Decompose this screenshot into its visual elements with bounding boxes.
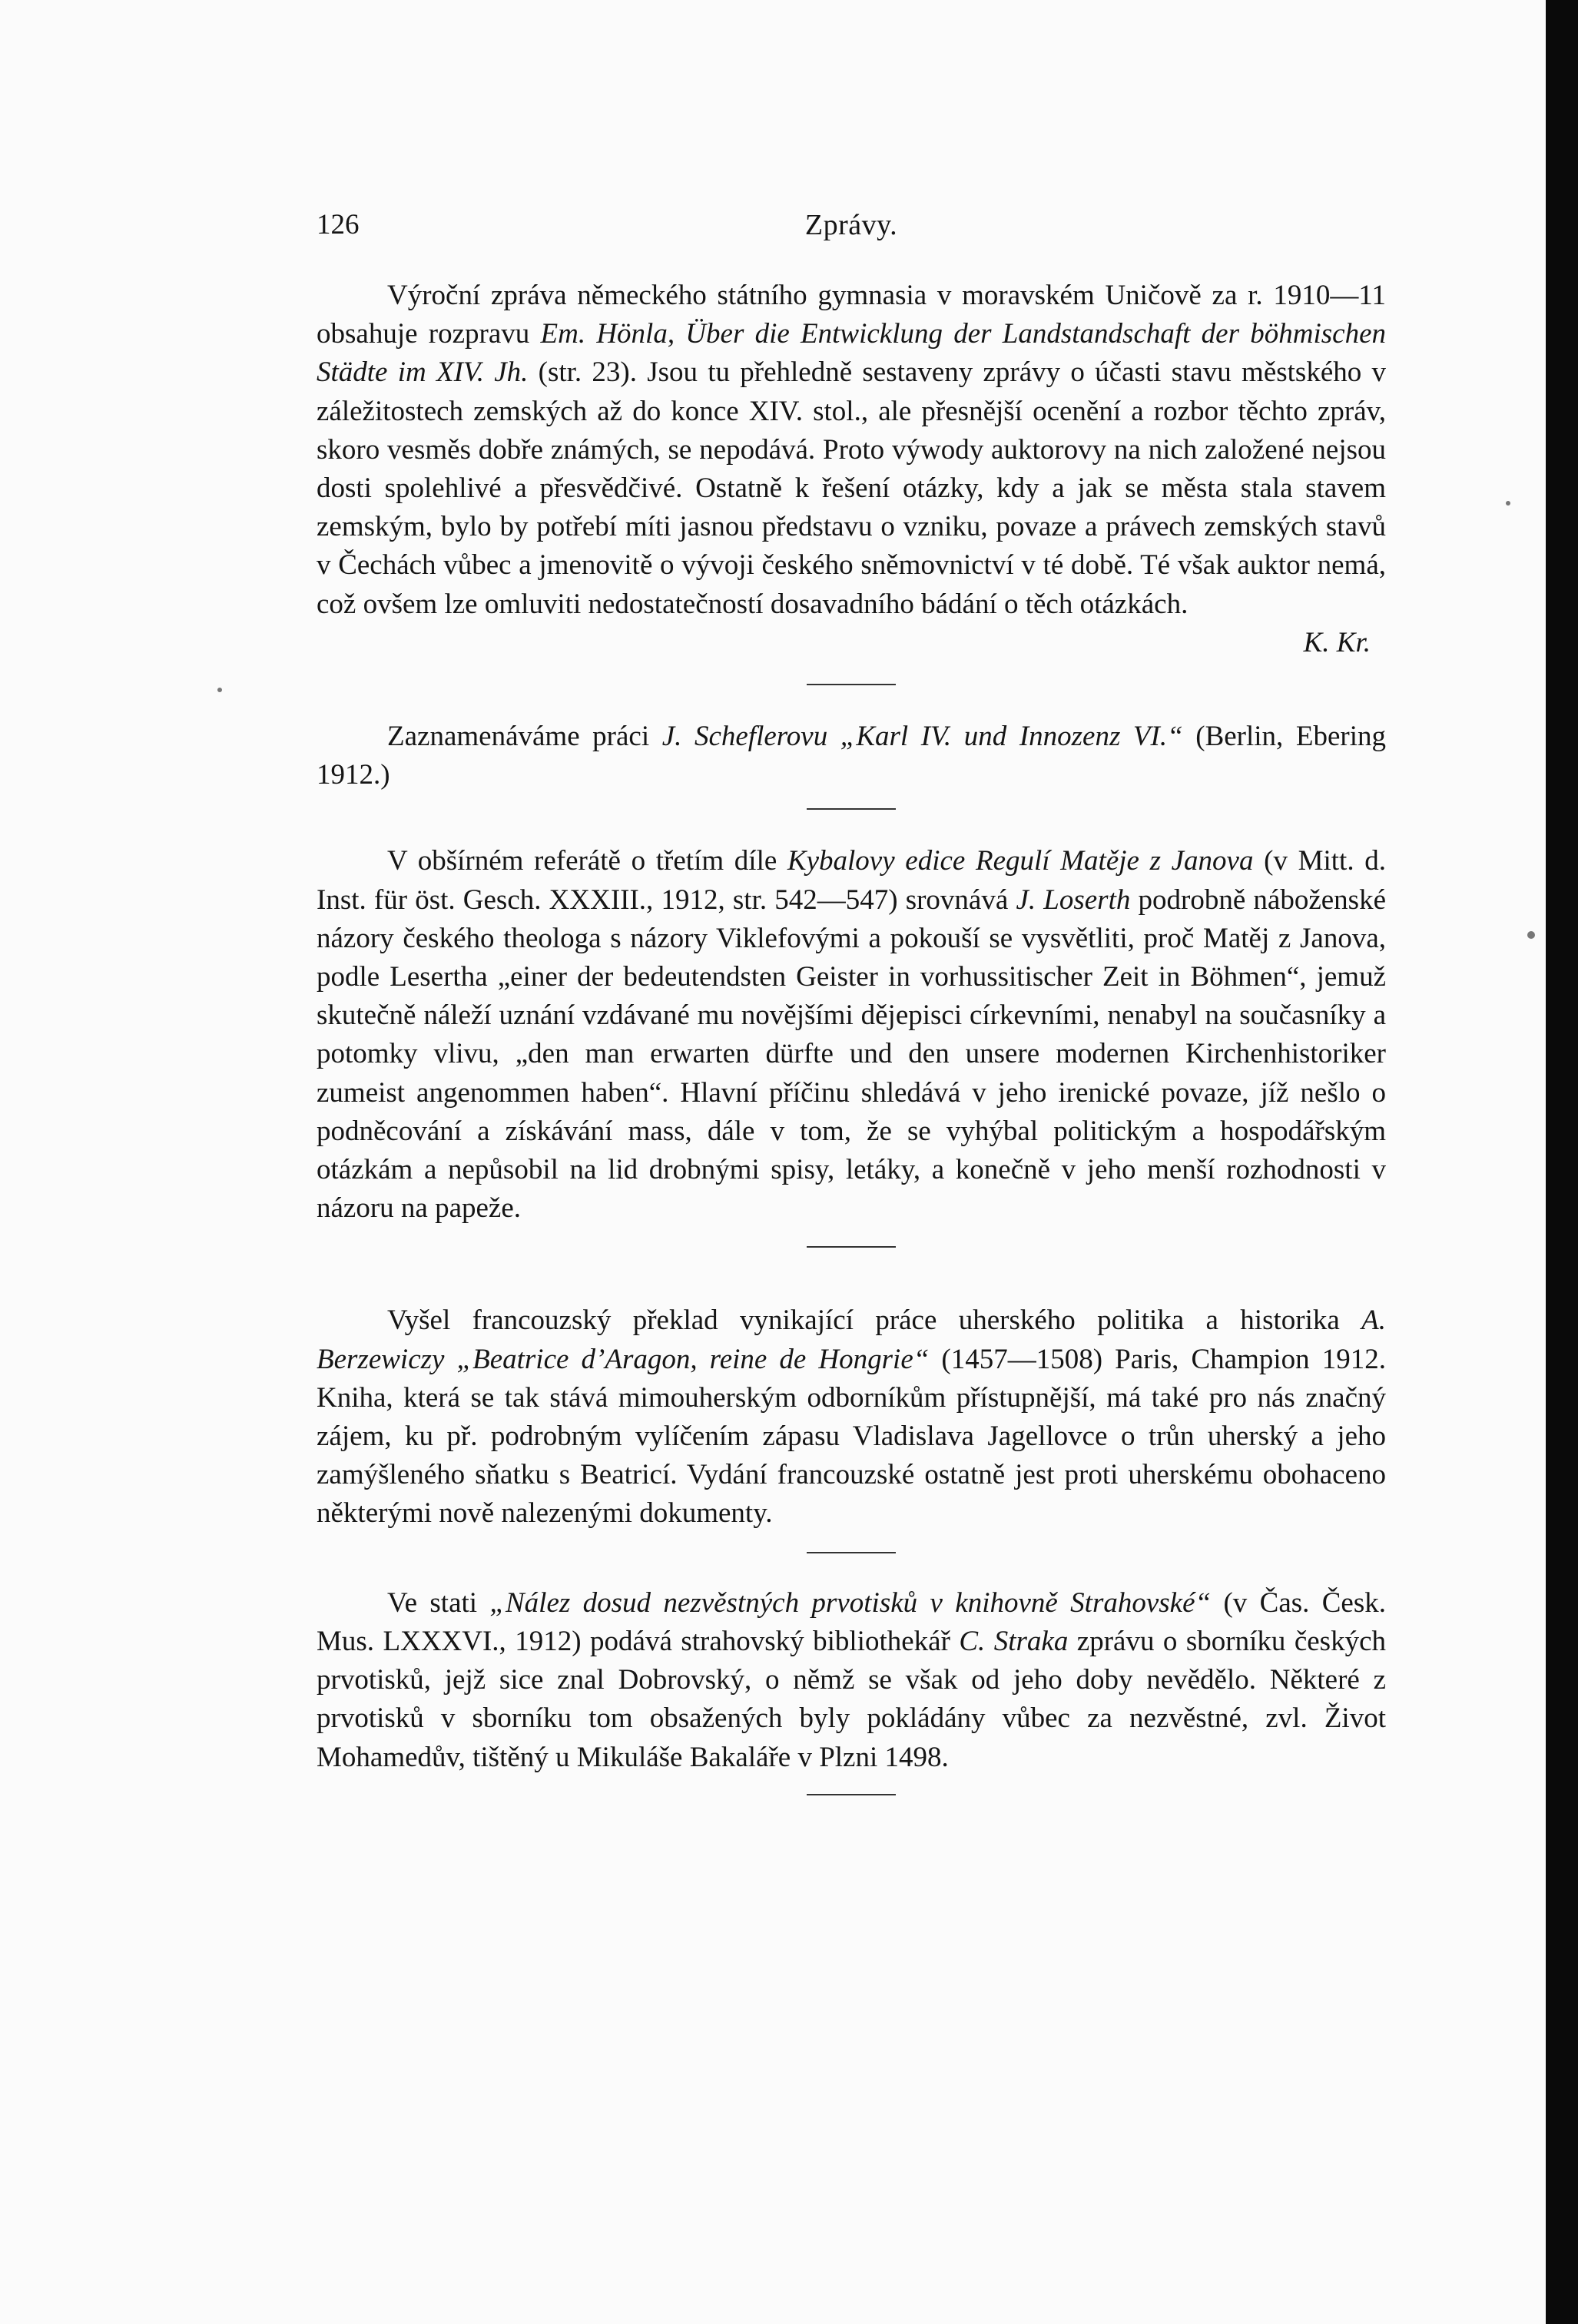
article-5-text-end: zprávu o sborníku českých prvotisků, jejž sice znal Dobrovský, o němž se však od jeho doby nevědělo. Některé z prvotisků v sborníku tom obsažených byly pokládány vůbec za nezvěstné, zvl. Život Mohamedův, tištěný u Mikuláše Bakaláře v Plzni 1498.	[317, 1625, 1386, 1773]
article-5-title: „Nález dosud nezvěstných prvotisků v knihovně Strahovské“	[489, 1586, 1212, 1619]
article-5-text-start: Ve stati	[387, 1586, 490, 1619]
article-3-text-middle: (v Mitt. d. Inst. für öst. Gesch. XXXIII., 1912, str. 542—547) srovnává	[317, 845, 1386, 916]
section-divider	[807, 808, 896, 810]
article-2-paragraph	[317, 718, 1386, 794]
article-5-paragraph	[317, 1584, 1386, 1777]
article-4-paragraph	[317, 1301, 1386, 1533]
article-3-text-end: podrobně náboženské názory českého theologa s názory Viklefovými a pokouší se vysvětliti, proč Matěj z Janova, podle Lesertha „einer der bedeutendsten Geister in vorhussitischer Zeit in Böhmen“, jemuž skutečně náleží uznání vzdávané mu novějšími dějepisci církevními, nenabyl na současníky a potomky vlivu, „den man erwarten dürfte und den unsere modernen Kirchenhistoriker zumeist angenommen haben“. Hlavní příčinu shledává v jeho irenické povaze, jíž nešlo o podněcování a získávání mass, dále v tom, že se vyhýbal politickým a hospodářským otázkám a nepůsobil na lid drobnými spisy, letáky, a konečně v jeho menší rozhodnosti v názoru na papeže.	[317, 884, 1387, 1225]
article-1-text-start: Výroční zpráva německého státního gymnasia v moravském Uničově za r. 1910—11 obsahuje rozpravu	[317, 280, 1386, 350]
article-3-title: Kybalovy edice Regulí Matěje z Janova	[787, 845, 1254, 877]
article-1-author-title: Em. Hönla, Über die Entwicklung der Landstandschaft der böhmischen Städte im XIV. Jh.	[317, 318, 1386, 389]
article-2-text-end: (Berlin, Ebering 1912.)	[317, 721, 1386, 791]
article-3-text-start: V obšírném referátě o třetím díle	[387, 845, 787, 877]
scan-speck	[217, 688, 222, 692]
article-5-text-middle: (v Čas. Česk. Mus. LXXXVI., 1912) podává strahovský bibliothekář	[317, 1586, 1387, 1657]
scan-border-edge	[1546, 0, 1578, 2324]
section-divider	[807, 1794, 896, 1795]
article-1-signature: K. Kr.	[1303, 626, 1371, 658]
running-title: Zprávy.	[804, 209, 898, 241]
article-4-text-start: Vyšel francouzský překlad vynikající práce uherského politika a historika	[387, 1305, 1362, 1337]
article-4-author-title: A. Berzewiczy „Beatrice d’Aragon, reine de Hongrie“	[317, 1305, 1386, 1375]
article-2-author-title: J. Scheflerovu „Karl IV. und Innozenz VI.“	[661, 721, 1183, 753]
article-3-paragraph	[317, 842, 1386, 1228]
page-number: 126	[317, 209, 360, 240]
scan-speck	[1506, 501, 1510, 506]
scan-speck	[1527, 931, 1535, 939]
section-divider	[807, 1246, 896, 1248]
text-block	[317, 206, 1386, 1795]
article-1-text-end: (str. 23). Jsou tu přehledně sestaveny zprávy o účasti stavu městského v záležitostech zemských až do konce XIV. stol., ale přesnější ocenění a rozbor těchto zpráv, skoro vesměs dobře známých, se nepodává. Proto výwody auktorovy na nich založené nejsou dosti spolehlivé a přesvědčivé. Ostatně k řešení otázky, kdy a jak se města stala stavem zemským, bylo by potřebí míti jasnou představu o vzniku, povaze a právech zemských stavů v Čechách vůbec a jmenovitě o vývoji českého sněmovnictví v té době. Té však auktor nemá, což ovšem lze omluviti nedostatečností dosavadního bádání o těch otázkách.	[317, 356, 1386, 620]
article-3-author: J. Loserth	[1016, 884, 1131, 916]
section-divider	[807, 684, 896, 685]
article-5-author: C. Straka	[959, 1625, 1069, 1657]
section-divider	[807, 1552, 896, 1553]
page-header	[317, 206, 1386, 244]
article-2-text-start: Zaznamenáváme práci	[387, 721, 662, 753]
article-4-text-end: (1457—1508) Paris, Champion 1912. Kniha, která se tak stává mimouherským odborníkům přístupnější, má také pro nás značný zájem, ku př. podrobným vylíčením zápasu Vladislava Jagellovce o trůn uherský a jeho zamýšleného sňatku s Beatricí. Vydání francouzské ostatně jest proti uherskému obohaceno některými nově nalezenými dokumenty.	[317, 1343, 1386, 1530]
article-1-paragraph	[317, 277, 1386, 624]
